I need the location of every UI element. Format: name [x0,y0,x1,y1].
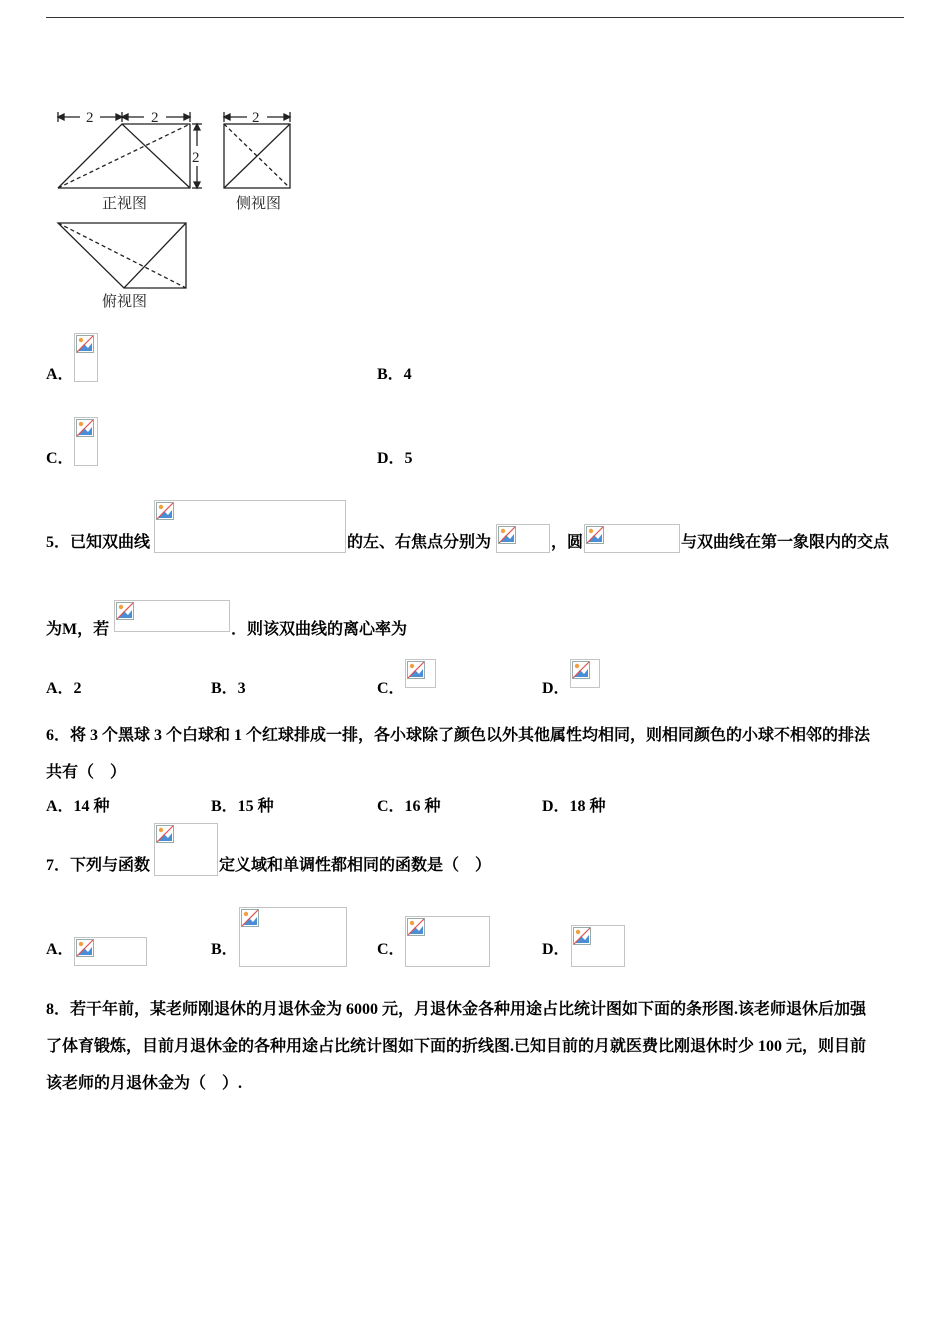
broken-image-icon [572,661,590,679]
broken-image-icon [407,918,425,936]
q5-option-d-image [570,659,600,688]
broken-image-icon [498,526,516,544]
q4-option-d: D．5 [377,450,413,467]
q7-option-c-label: C． [377,941,405,958]
broken-image-icon [76,335,94,353]
q5-option-d-label: D． [542,680,570,697]
q7-option-a-image [74,937,147,966]
q7-function-image [154,823,218,876]
q7-option-b-image [239,907,347,967]
q8-text-line-3: 该老师的月退休金为（ ）. [46,1075,243,1092]
q5-text-5: 为M，若 [46,621,110,638]
q6-option-a: A．14 种 [46,798,110,815]
broken-image-icon [241,909,259,927]
q5-circle-equation-image [584,524,680,553]
broken-image-icon [407,661,425,679]
broken-image-icon [573,927,591,945]
front-view-label: 正视图 [102,194,148,212]
header-rule [46,17,904,18]
q6-text-line-2: 共有（ ） [46,764,127,781]
q7-option-b-label: B． [211,941,238,958]
front-width-dim-1: 2 [86,110,94,126]
side-view-label: 侧视图 [236,194,282,212]
broken-image-icon [76,419,94,437]
q5-hyperbola-equation-image [154,500,346,553]
q5-text-2: 的左、右焦点分别为 [347,534,492,551]
front-height-dim: 2 [192,150,200,166]
q5-option-a: A．2 [46,680,82,697]
three-view-figure [44,104,304,316]
q5-option-c-label: C． [377,680,405,697]
q5-text-3: ，圆 [551,534,584,551]
broken-image-icon [76,939,94,957]
q8-text-line-2: 了体育锻炼，目前月退休金的各种用途占比统计图如下面的折线图.已知目前的月就医费比刚退休时少 100 元，则目前 [46,1038,867,1055]
q4-option-c-image [74,417,98,466]
q7-text-1: 7．下列与函数 [46,857,151,874]
q7-option-c-image [405,916,490,967]
q5-text-1: 5．已知双曲线 [46,534,151,551]
q5-foci-image [496,524,550,553]
q6-option-d: D．18 种 [542,798,606,815]
q8-text-line-1: 8．若干年前，某老师刚退休的月退休金为 6000 元，月退休金各种用途占比统计图如下面的条形图.该老师退休后加强 [46,1001,867,1018]
broken-image-icon [586,526,604,544]
q4-option-a-image [74,333,98,382]
q5-text-6: ．则该双曲线的离心率为 [231,621,408,638]
top-view-label: 俯视图 [102,292,148,310]
broken-image-icon [156,825,174,843]
q5-option-b: B．3 [211,680,246,697]
q5-condition-image [114,600,230,632]
q7-text-2: 定义域和单调性都相同的函数是（ ） [219,857,492,874]
broken-image-icon [116,602,134,620]
q6-option-b: B．15 种 [211,798,274,815]
q5-option-c-image [405,659,436,688]
q6-text-line-1: 6．将 3 个黑球 3 个白球和 1 个红球排成一排，各小球除了颜色以外其他属性均相同，则相同颜色的小球不相邻的排法 [46,727,871,744]
q5-text-4: 与双曲线在第一象限内的交点 [681,534,890,551]
q7-option-d-label: D． [542,941,570,958]
side-width-dim: 2 [252,110,260,126]
broken-image-icon [156,502,174,520]
q7-option-d-image [571,925,625,967]
q4-option-c-label: C． [46,450,74,467]
q7-option-a-label: A． [46,941,74,958]
q4-option-b: B．4 [377,366,412,383]
front-width-dim-2: 2 [151,110,159,126]
q6-option-c: C．16 种 [377,798,441,815]
q4-option-a-label: A． [46,366,74,383]
